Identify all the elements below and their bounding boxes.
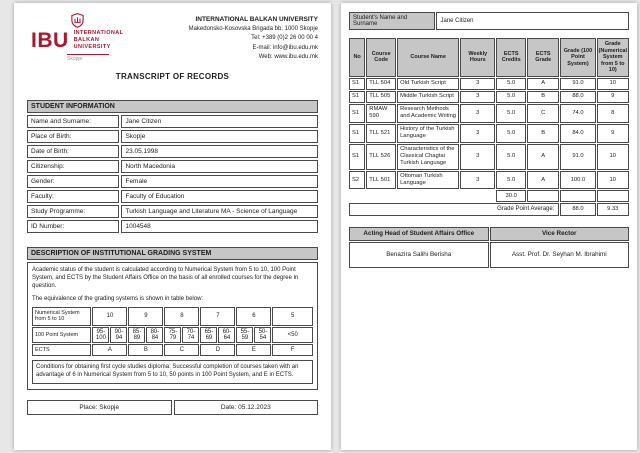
column-header: ECTS Credits [496,38,526,77]
grade-cell: 85-89 [128,327,145,343]
cell-ects-credits: 5.0 [496,104,526,123]
cell-ects-grade: A [527,78,559,90]
row-label: Numerical System from 5 to 10 [32,307,91,326]
column-header: Course Code [366,38,396,77]
grade-cell: 8 [164,307,199,326]
points-system-row [32,327,313,343]
column-header: Grade (Numerical System from 5 to 10) [597,38,629,77]
ibu-logo [27,13,123,62]
info-value: Female [121,175,318,188]
grade-cell: F [272,344,313,357]
cell-weekly-hours: 3 [460,124,495,143]
gpa-label: Grade Point Average: [349,203,559,215]
cell-semester: S1 [349,78,365,90]
table-row [349,12,629,30]
grading-system-section [27,247,318,390]
column-header: Course Name [397,38,459,77]
grade-cell: 80-84 [146,327,163,343]
logo-line-1: INTERNATIONAL [73,30,124,36]
grading-system-box [27,262,318,390]
info-value: Turkish Language and Literature MA - Science of Language [121,205,318,218]
cell-semester: S1 [349,124,365,143]
cell-course-code: RMAW 590 [366,104,396,123]
cell-grade-numeric: 8 [597,104,629,123]
course-row [349,124,629,143]
course-row [349,144,629,170]
grade-cell: 55-59 [236,327,253,343]
info-value: Skopje [121,130,318,143]
document-title: TRANSCRIPT OF RECORDS [115,72,230,82]
info-value: 1004548 [121,220,318,233]
empty-cell [597,190,629,202]
cell-grade-numeric: 10 [597,171,629,190]
cell-ects-grade: B [527,91,559,103]
signature-name-right: Asst. Prof. Dr. Seyhan M. Ibrahimi [490,242,630,268]
row-label: ECTS [32,344,91,357]
student-information-table [25,113,320,235]
course-row [349,104,629,123]
logo-line-3: UNIVERSITY [73,44,111,51]
info-label: Name and Surname: [27,115,119,128]
grade-cell: 65-69 [200,327,217,343]
cell-semester: S2 [349,171,365,190]
ects-row [32,344,313,357]
signature-name-left: Benazira Salihi Berisha [349,242,489,268]
table-row [27,145,318,158]
university-name: INTERNATIONAL BALKAN UNIVERSITY [195,16,318,23]
date-cell: Date: 05.12.2023 [174,400,319,415]
info-label: Gender: [27,175,119,188]
grade-cell: 70-74 [182,327,199,343]
cell-course-code: TLL 505 [366,91,396,103]
cell-grade-100: 84.0 [560,124,595,143]
info-label: ID Number: [27,220,119,233]
numeric-system-row [32,307,313,326]
signatures-table [348,226,630,269]
cell-course-code: TLL 521 [366,124,396,143]
ects-total-row [349,190,629,202]
grade-cell: A [92,344,127,357]
cell-grade-numeric: 9 [597,124,629,143]
cell-weekly-hours: 3 [460,78,495,90]
info-value: Faculty of Education [121,190,318,203]
transcript-page-2 [341,3,637,450]
info-value: North Macedonia [121,160,318,173]
info-label: Faculty: [27,190,119,203]
cell-ects-grade: C [527,104,559,123]
cell-semester: S1 [349,144,365,170]
logo-divider [67,54,109,55]
table-row [27,175,318,188]
ibu-wordmark: IBU [31,29,69,53]
cell-grade-100: 74.0 [560,104,595,123]
course-grades-table [348,37,630,217]
diploma-conditions: Conditions for obtaining first cycle studies diploma: Successful completion of courses taken with an advantage of 6 in Numerical System from 5 to 10, 50 points in 100 Point System, and E in ECTS. [32,360,313,384]
column-header: Grade (100 Point System) [560,38,595,77]
column-header: ECTS Grade [527,38,559,77]
cell-course-name: Research Methods and Academic Writing [397,104,459,123]
cell-grade-100: 91.0 [560,144,595,170]
cell-grade-numeric: 9 [597,91,629,103]
grade-cell: 95-100 [92,327,109,343]
info-value: Jane Citizen [121,115,318,128]
place-date-table [25,398,320,417]
cell-ects-grade: B [527,124,559,143]
signature-title-left: Acting Head of Student Affairs Office [349,227,489,241]
grading-equivalence-table [31,306,314,358]
cell-semester: S1 [349,91,365,103]
grade-cell: 7 [200,307,235,326]
grade-cell: 6 [236,307,271,326]
logo-subtext: Skopje [67,56,83,63]
table-row [27,190,318,203]
cell-ects-credits: 5.0 [496,91,526,103]
place-cell: Place: Skopje [27,400,172,415]
course-row [349,91,629,103]
university-tel: Tel: +389 (0)2 26 00 00 4 [251,35,318,42]
ibu-shield-icon [71,13,84,28]
grade-cell: 60-64 [218,327,235,343]
info-label: Study Programme: [27,205,119,218]
row-label: 100 Point System [32,327,91,343]
cell-semester: S1 [349,104,365,123]
cell-ects-credits: 5.0 [496,124,526,143]
cell-course-name: Ottoman Turkish Language [397,171,459,190]
cell-course-name: History of the Turkish Language [397,124,459,143]
cell-ects-credits: 5.0 [496,144,526,170]
student-name-bar [348,11,630,31]
university-street: Makedonsko-Kosovska Brigada bb, 1000 Skopje [188,26,318,33]
cell-course-code: TLL 526 [366,144,396,170]
signature-titles-row [349,227,629,241]
grade-cell: 9 [128,307,163,326]
student-name-label: Student's Name and Surname [349,12,435,30]
cell-grade-numeric: 10 [597,144,629,170]
grade-cell: 10 [92,307,127,326]
course-row [349,171,629,190]
empty-cell [349,190,495,202]
signature-title-right: Vice Rector [490,227,630,241]
signature-names-row [349,242,629,268]
cell-ects-credits: 5.0 [496,171,526,190]
cell-course-name: Middle Turkish Script [397,91,459,103]
grade-cell: 50-54 [254,327,271,343]
cell-grade-100: 91.0 [560,78,595,90]
total-ects-credits: 30.0 [496,190,526,202]
grading-paragraph-1: Academic status of the student is calculated according to Numerical System from 5 to 10, 100 Point System, and ECTS by the Student Affairs Office on the basis of all enrolled courses for the degree in question. [32,267,299,290]
gpa-numeric-value: 9.33 [597,203,629,215]
course-table-header-row [349,38,629,77]
grade-cell: <50 [272,327,313,343]
table-row [27,220,318,233]
cell-course-name: Old Turkish Script [397,78,459,90]
grade-cell: E [236,344,271,357]
cell-grade-100: 100.0 [560,171,595,190]
cell-course-code: TLL 504 [366,78,396,90]
cell-grade-numeric: 10 [597,78,629,90]
course-row [349,78,629,90]
student-name-value: Jane Citizen [436,12,629,30]
cell-grade-100: 88.0 [560,91,595,103]
grading-paragraph-2: The equivalence of the grading systems is shown in table below: [32,295,204,302]
table-row [27,400,318,415]
student-information-section [27,100,318,235]
grade-cell: C [164,344,199,357]
table-row [27,160,318,173]
cell-weekly-hours: 3 [460,104,495,123]
university-address-block [189,13,318,62]
grade-cell: B [128,344,163,357]
cell-weekly-hours: 3 [460,144,495,170]
table-row [27,130,318,143]
gpa-100-value: 88.0 [560,203,595,215]
info-value: 23.05.1998 [121,145,318,158]
grade-cell: 90-94 [110,327,127,343]
cell-weekly-hours: 3 [460,91,495,103]
grade-cell: 75-79 [164,327,181,343]
grade-cell: D [200,344,235,357]
table-row [27,205,318,218]
university-web: Web: www.ibu.edu.mk [258,53,318,60]
cell-ects-credits: 5.0 [496,78,526,90]
cell-ects-grade: A [527,144,559,170]
cell-ects-grade: A [527,171,559,190]
info-label: Date of Birth: [27,145,119,158]
column-header: Weekly Hours [460,38,495,77]
grade-cell: 5 [272,307,313,326]
grading-system-heading: DESCRIPTION OF INSTITUTIONAL GRADING SYSTEM [27,247,318,260]
page1-header [27,13,318,62]
info-label: Citizenship: [27,160,119,173]
cell-course-name: Characteristics of the Classical Chagtai Turkish Language [397,144,459,170]
transcript-page-1 [14,3,331,450]
student-information-heading: STUDENT INFORMATION [27,100,318,113]
cell-course-code: TLL 501 [366,171,396,190]
empty-cell [527,190,559,202]
cell-weekly-hours: 3 [460,171,495,190]
logo-line-2: BALKAN [73,37,100,44]
gpa-row [349,203,629,215]
column-header: No [349,38,365,77]
table-row [27,115,318,128]
info-label: Place of Birth: [27,130,119,143]
university-email: E-mail: info@ibu.edu.mk [252,44,318,51]
empty-cell [560,190,595,202]
